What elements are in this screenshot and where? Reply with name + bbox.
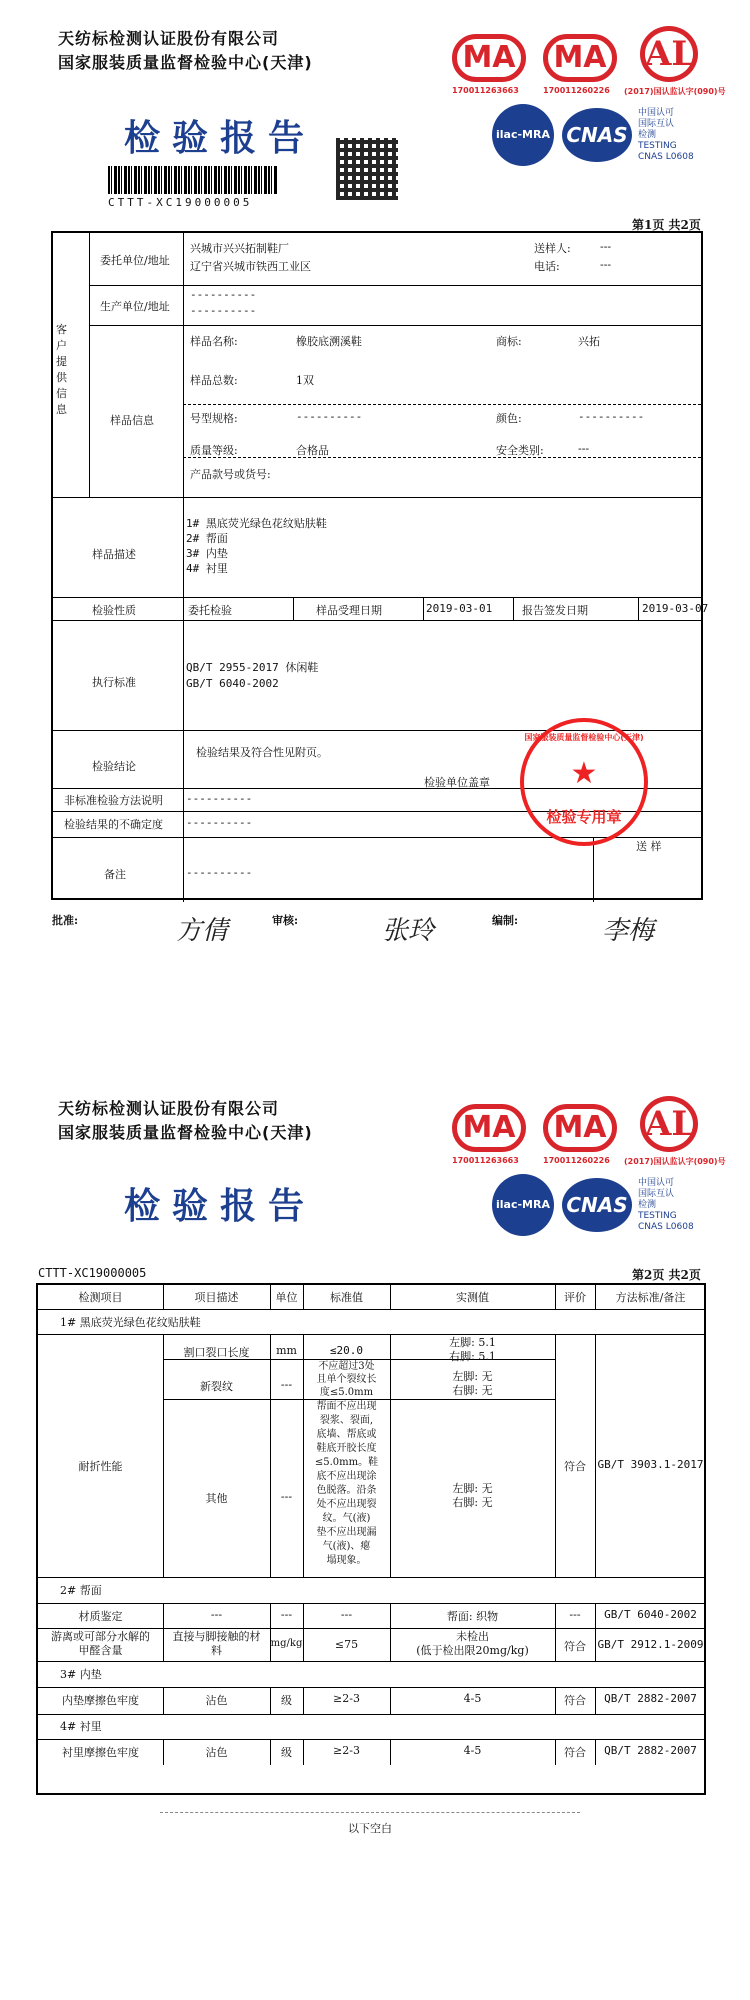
cal-stamp: AL — [640, 26, 698, 82]
seal-ring-text: 国家服装质量监督检验中心(天津) — [524, 733, 644, 742]
lining-method: QB/T 2882-2007 — [604, 1744, 697, 1757]
nature-label: 检验性质 — [92, 604, 136, 617]
sample-info-label: 样品信息 — [110, 414, 154, 427]
conclusion-label: 检验结论 — [92, 760, 136, 773]
producer-label: 生产单位/地址 — [100, 300, 170, 313]
safety-label: 安全类别: — [496, 444, 544, 457]
insole-desc: 沾色 — [205, 1694, 228, 1707]
section-2: 2# 帮面 — [60, 1584, 102, 1597]
remark-label: 备注 — [104, 868, 126, 881]
compile-label: 编制: — [492, 914, 519, 927]
lining-measured: 4-5 — [463, 1744, 482, 1757]
section-4: 4# 衬里 — [60, 1720, 102, 1733]
formaldehyde-method: GB/T 2912.1-2009 — [597, 1638, 704, 1651]
grade-label: 质量等级: — [190, 444, 238, 457]
seal-center-text: 检验专用章 — [546, 808, 622, 826]
lining-item: 衬里摩擦色牢度 — [62, 1746, 139, 1759]
insole-standard: ≥2-3 — [333, 1692, 360, 1705]
safety-value: --- — [578, 442, 590, 455]
new-crack-desc: 新裂纹 — [200, 1380, 233, 1393]
new-crack-measured: 左脚: 无 右脚: 无 — [452, 1370, 493, 1397]
cma-stamp-2-page2: MA — [543, 1104, 617, 1152]
uncertainty-value: ---------- — [186, 816, 253, 829]
other-standard: 帮面不应出现 裂浆、裂面, 底墙、帮底或 鞋底开胶长度 ≤5.0mm。鞋 底不应出现涂 色脱落。沿条 处不应出现裂 纹。气(液) 垫不应出现漏 气(液)、瘪 塌现象。 — [314, 1401, 379, 1566]
model-value: ---------- — [296, 410, 363, 423]
brand: 兴拓 — [578, 335, 600, 348]
lining-desc: 沾色 — [205, 1746, 228, 1759]
phone-label: 电话: — [534, 260, 560, 273]
ilac-mra-logo-page2: ilac-MRA — [492, 1174, 554, 1236]
issue-date: 2019-03-07 — [642, 602, 709, 615]
new-crack-standard: 不应超过3处 且单个裂纹长 度≤5.0mm — [316, 1361, 377, 1398]
crack-measured: 左脚: 5.1 右脚: 5.1 — [449, 1336, 496, 1363]
insole-item: 内垫摩擦色牢度 — [62, 1694, 139, 1707]
lining-unit: 级 — [281, 1746, 292, 1759]
blank-divider — [160, 1812, 580, 1813]
formaldehyde-eval: 符合 — [564, 1640, 586, 1653]
cma-stamp-1-page2: MA — [452, 1104, 526, 1152]
cma-number-2-page2: 170011260226 — [543, 1156, 610, 1165]
standard-label: 执行标准 — [92, 676, 136, 689]
cal-number-page2: (2017)国认监认字(090)号 — [624, 1157, 726, 1166]
material-measured: 帮面: 织物 — [446, 1610, 499, 1623]
section-1: 1# 黑底荧光绿色花纹贴肤鞋 — [60, 1316, 201, 1329]
grade-value: 合格品 — [296, 444, 329, 457]
material-method: GB/T 6040-2002 — [604, 1608, 697, 1621]
flex-eval: 符合 — [564, 1460, 586, 1473]
cnas-logo-page2: CNAS — [562, 1178, 632, 1232]
phone-value: --- — [600, 258, 612, 271]
header-measured: 实测值 — [456, 1291, 489, 1304]
material-item: 材质鉴定 — [78, 1610, 123, 1623]
cma-number-1: 170011263663 — [452, 86, 519, 95]
section-3: 3# 内垫 — [60, 1668, 102, 1681]
inspection-seal — [520, 718, 648, 846]
org-name: 天纺标检测认证股份有限公司 — [58, 29, 280, 48]
producer-value-1: ---------- — [190, 288, 257, 301]
sender-value: --- — [600, 240, 612, 253]
header-standard: 标准值 — [330, 1291, 363, 1304]
color-label: 颜色: — [496, 412, 522, 425]
receive-date: 2019-03-01 — [426, 602, 493, 615]
seal-label: 检验单位盖章 — [424, 776, 490, 789]
issue-date-label: 报告签发日期 — [522, 604, 588, 617]
insole-method: QB/T 2882-2007 — [604, 1692, 697, 1705]
report-title: 检验报告 — [124, 117, 317, 159]
flex-label: 耐折性能 — [78, 1460, 123, 1473]
org-center: 国家服装质量监督检验中心(天津) — [58, 53, 313, 72]
product-no-label: 产品款号或货号: — [190, 468, 271, 481]
client-address: 辽宁省兴城市铁西工业区 — [190, 260, 311, 273]
crack-standard: ≤20.0 — [329, 1344, 364, 1357]
formaldehyde-measured: 未检出 (低于检出限20mg/kg) — [416, 1630, 529, 1657]
cma-stamp-2: MA — [543, 34, 617, 82]
material-standard: --- — [340, 1608, 353, 1621]
sender-label: 送样人: — [534, 242, 571, 255]
review-label: 审核: — [272, 914, 299, 927]
material-eval: --- — [569, 1608, 581, 1621]
desc-list: 1# 黑底荧光绿色花纹贴肤鞋 2# 帮面 3# 内垫 4# 衬里 — [186, 517, 327, 575]
desc-label: 样品描述 — [92, 548, 136, 561]
lining-standard: ≥2-3 — [333, 1744, 360, 1757]
nature-value: 委托检验 — [188, 604, 232, 617]
material-desc: --- — [210, 1608, 223, 1621]
cnas-text-page2: 中国认可 国际互认 检测 TESTING CNAS L0608 — [638, 1178, 694, 1232]
conclusion-text: 检验结果及符合性见附页。 — [196, 746, 328, 759]
formaldehyde-standard: ≤75 — [334, 1638, 359, 1651]
ilac-mra-logo: ilac-MRA — [492, 104, 554, 166]
lining-eval: 符合 — [564, 1746, 586, 1759]
other-unit: --- — [280, 1490, 293, 1503]
crack-desc: 割口裂口长度 — [183, 1346, 250, 1359]
cnas-text: 中国认可 国际互认 检测 TESTING CNAS L0608 — [638, 108, 694, 162]
sample-name: 橡胶底溯溪鞋 — [296, 335, 362, 348]
other-desc: 其他 — [205, 1492, 228, 1505]
cal-number: (2017)国认监认字(090)号 — [624, 87, 726, 96]
report-title-page2: 检验报告 — [124, 1185, 317, 1227]
sample-count: 1双 — [296, 374, 314, 387]
nonstandard-method-value: ---------- — [186, 792, 253, 805]
header-unit: 单位 — [275, 1291, 298, 1304]
cal-stamp-page2: AL — [640, 1096, 698, 1152]
sample-count-label: 样品总数: — [190, 374, 238, 387]
crack-unit: mm — [276, 1344, 297, 1357]
cma-number-1-page2: 170011263663 — [452, 1156, 519, 1165]
page-number-2: 第2页 共2页 — [632, 1268, 701, 1282]
header-eval: 评价 — [564, 1291, 586, 1304]
org-name-page2: 天纺标检测认证股份有限公司 — [58, 1099, 280, 1118]
formaldehyde-unit: mg/kg — [270, 1638, 303, 1649]
org-center-page2: 国家服装质量监督检验中心(天津) — [58, 1123, 313, 1142]
flex-method: GB/T 3903.1-2017 — [597, 1458, 704, 1471]
nonstandard-method-label: 非标准检验方法说明 — [64, 794, 163, 807]
receive-date-label: 样品受理日期 — [316, 604, 382, 617]
barcode — [108, 166, 278, 194]
remark-value: ---------- — [186, 866, 253, 879]
end-of-report: 以下空白 — [348, 1822, 392, 1835]
client-name: 兴城市兴兴拓制鞋厂 — [190, 242, 289, 255]
sample-stamp-text: 送 样 — [636, 840, 662, 853]
insole-measured: 4-5 — [463, 1692, 482, 1705]
formaldehyde-item: 游离或可部分水解的 甲醛含量 — [51, 1630, 150, 1657]
producer-value-2: ---------- — [190, 304, 257, 317]
report-number: CTTT-XC19000005 — [38, 1266, 147, 1280]
review-signature: 张玲 — [382, 916, 435, 946]
insole-unit: 级 — [281, 1694, 292, 1707]
new-crack-unit: --- — [280, 1378, 293, 1391]
customer-info-side-label: 客户提供信息 — [56, 323, 67, 416]
standard-list: QB/T 2955-2017 休闲鞋 GB/T 6040-2002 — [186, 661, 319, 690]
page-number: 第1页 共2页 — [632, 218, 701, 232]
model-label: 号型规格: — [190, 412, 238, 425]
cma-number-2: 170011260226 — [543, 86, 610, 95]
header-desc: 项目描述 — [194, 1291, 239, 1304]
material-unit: --- — [280, 1608, 293, 1621]
compile-signature: 李梅 — [602, 916, 655, 946]
approve-signature: 方倩 — [176, 916, 229, 946]
star-icon: ★ — [570, 756, 598, 791]
formaldehyde-desc: 直接与脚接触的材 料 — [172, 1630, 261, 1657]
brand-label: 商标: — [496, 335, 522, 348]
color-value: ---------- — [578, 410, 645, 423]
qr-code — [336, 138, 398, 200]
cnas-logo: CNAS — [562, 108, 632, 162]
cma-stamp-1: MA — [452, 34, 526, 82]
header-item: 检测项目 — [78, 1291, 123, 1304]
other-measured: 左脚: 无 右脚: 无 — [452, 1482, 493, 1509]
header-method: 方法标准/备注 — [615, 1291, 686, 1304]
client-label: 委托单位/地址 — [100, 254, 170, 267]
insole-eval: 符合 — [564, 1694, 586, 1707]
uncertainty-label: 检验结果的不确定度 — [64, 818, 163, 831]
sample-name-label: 样品名称: — [190, 335, 238, 348]
barcode-number: CTTT-XC19000005 — [108, 196, 253, 209]
approve-label: 批准: — [52, 914, 79, 927]
